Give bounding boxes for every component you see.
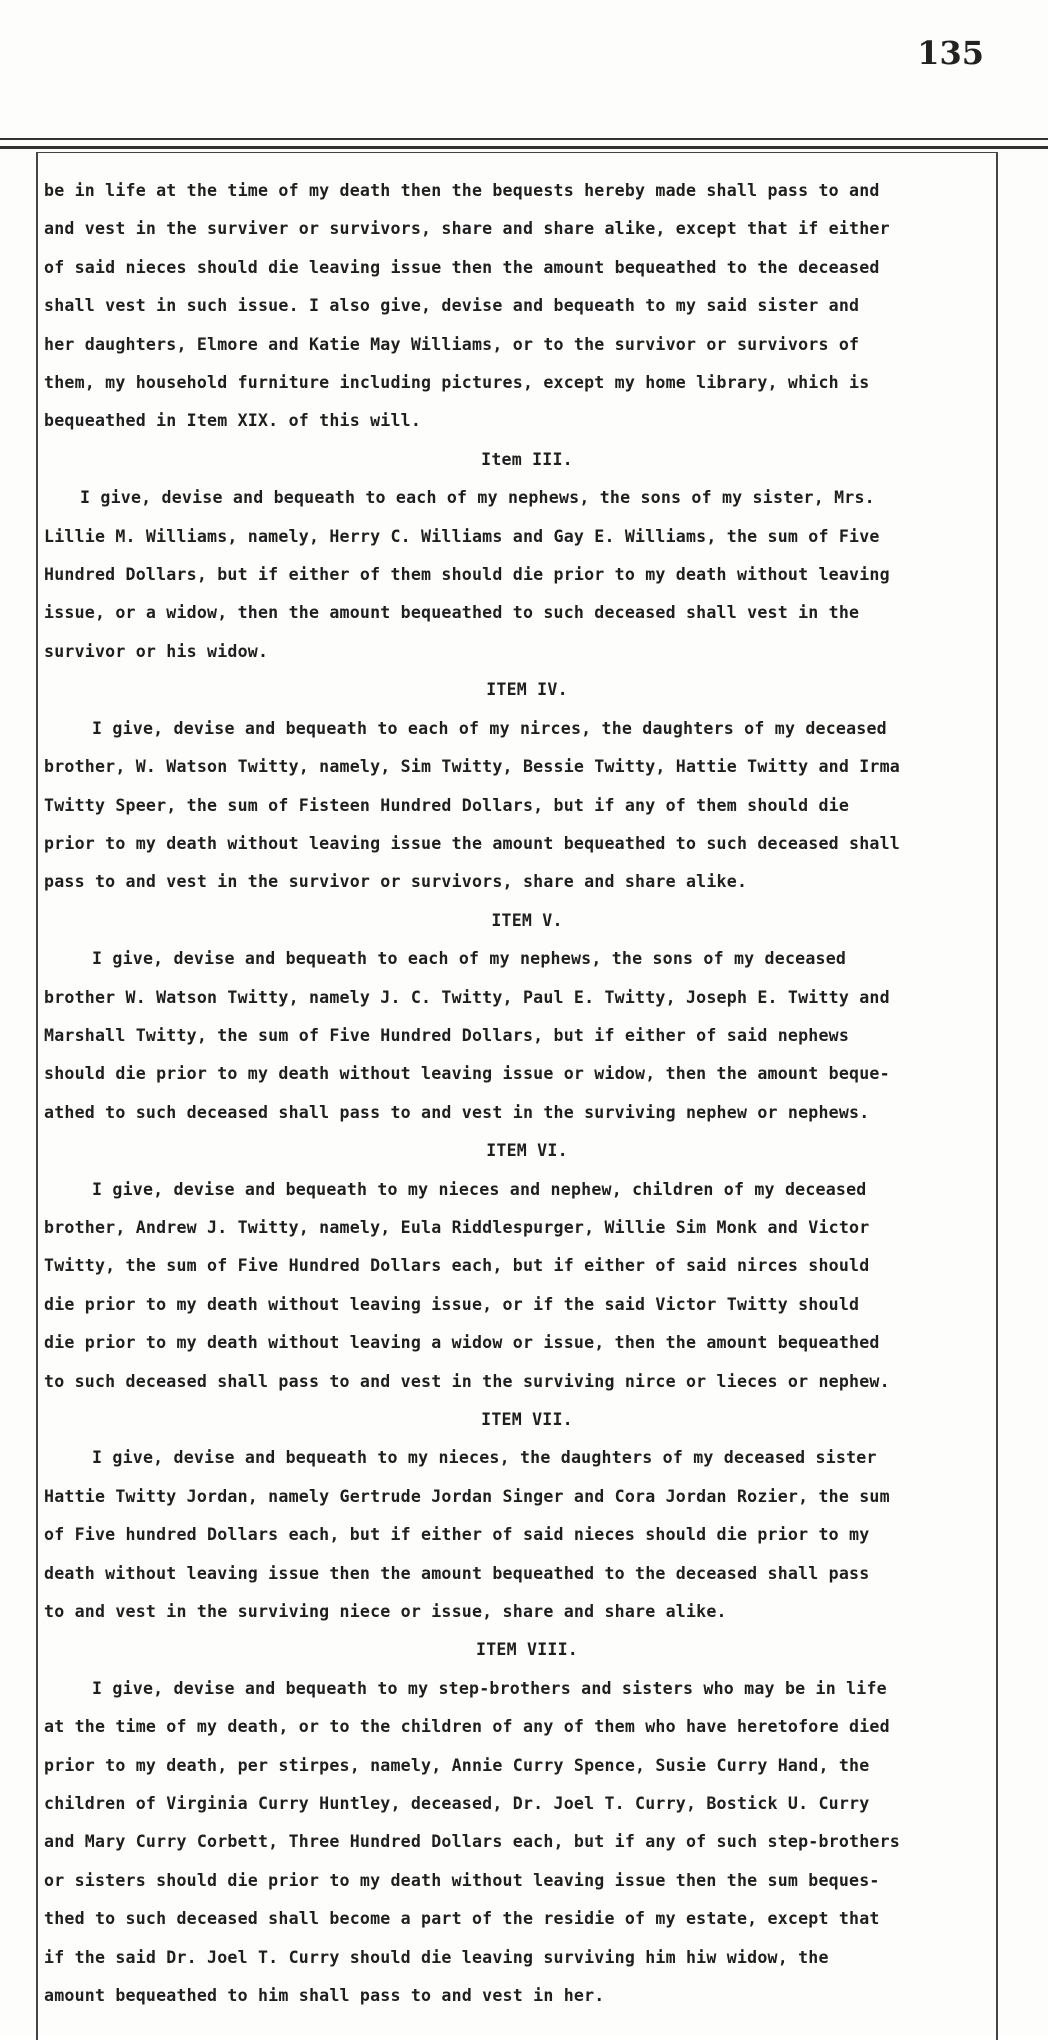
text-line: bequeathed in Item XIX. of this will.	[44, 411, 422, 431]
text-line: her daughters, Elmore and Katie May Williams, or to the survivor or survivors of	[44, 334, 860, 354]
text-line: and Mary Curry Corbett, Three Hundred Dollars each, but if any of such step-brothers	[44, 1832, 900, 1852]
text-line: be in life at the time of my death then the bequests hereby made shall pass to and	[44, 181, 880, 200]
text-line: athed to such deceased shall pass to and vest in the surviving nephew or nephews.	[44, 1102, 870, 1122]
text-line: death without leaving issue then the amount bequeathed to the deceased shall pass	[44, 1563, 870, 1583]
text-line: and vest in the surviver or survivors, share and share alike, except that if either	[44, 219, 890, 239]
text-line: I give, devise and bequeath to my nieces, the daughters of my deceased sister	[92, 1448, 877, 1468]
text-line: die prior to my death without leaving issue, or if the said Victor Twitty should	[44, 1294, 860, 1314]
text-line: shall vest in such issue. I also give, devise and bequeath to my said sister and	[44, 296, 860, 316]
text-line: I give, devise and bequeath to each of my nephews, the sons of my sister, Mrs.	[80, 488, 875, 508]
text-line: of said nieces should die leaving issue then the amount bequeathed to the deceased	[44, 257, 880, 277]
text-line: pass to and vest in the survivor or survivors, share and share alike.	[44, 872, 748, 892]
text-line: Hundred Dollars, but if either of them should die prior to my death without leaving	[44, 565, 890, 585]
item-section	[44, 1401, 1010, 1631]
continuation-paragraph	[44, 172, 1010, 441]
item-heading: ITEM V.	[491, 910, 563, 930]
text-line: or sisters should die prior to my death without leaving issue then the sum beques-	[44, 1870, 880, 1890]
item-section	[44, 902, 1010, 1132]
text-line: prior to my death without leaving issue the amount bequeathed to such deceased shall	[44, 833, 900, 853]
text-line: children of Virginia Curry Huntley, deceased, Dr. Joel T. Curry, Bostick U. Curry	[44, 1794, 870, 1814]
text-line: I give, devise and bequeath to my nieces and nephew, children of my deceased	[92, 1179, 867, 1199]
text-line: brother W. Watson Twitty, namely J. C. Twitty, Paul E. Twitty, Joseph E. Twitty and	[44, 987, 890, 1007]
item-heading: ITEM VI.	[486, 1141, 568, 1161]
text-line: Lillie M. Williams, namely, Herry C. Williams and Gay E. Williams, the sum of Five	[44, 526, 880, 546]
text-line: brother, Andrew J. Twitty, namely, Eula Riddlespurger, Willie Sim Monk and Victor	[44, 1217, 870, 1237]
will-text	[44, 172, 1010, 2016]
text-line: die prior to my death without leaving a widow or issue, then the amount bequeathed	[44, 1333, 880, 1353]
text-line: if the said Dr. Joel T. Curry should die leaving surviving him hiw widow, the	[44, 1947, 829, 1967]
text-line: prior to my death, per stirpes, namely, Annie Curry Spence, Susie Curry Hand, the	[44, 1755, 870, 1775]
text-line: Twitty, the sum of Five Hundred Dollars each, but if either of said nirces should	[44, 1256, 870, 1276]
text-line: amount bequeathed to him shall pass to and vest in her.	[44, 1986, 605, 2006]
page-number: 135	[917, 34, 984, 72]
text-line: I give, devise and bequeath to each of my nephews, the sons of my deceased	[92, 949, 847, 969]
text-line: Twitty Speer, the sum of Fisteen Hundred Dollars, but if any of them should die	[44, 795, 850, 815]
text-line: of Five hundred Dollars each, but if either of said nieces should die prior to my	[44, 1525, 870, 1545]
text-line: Hattie Twitty Jordan, namely Gertrude Jordan Singer and Cora Jordan Rozier, the sum	[44, 1486, 890, 1506]
text-line: I give, devise and bequeath to each of my nirces, the daughters of my deceased	[92, 718, 887, 738]
text-line: I give, devise and bequeath to my step-brothers and sisters who may be in life	[92, 1678, 887, 1698]
item-heading: ITEM IV.	[486, 680, 568, 700]
text-line: issue, or a widow, then the amount bequeathed to such deceased shall vest in the	[44, 603, 860, 623]
text-line: to and vest in the surviving niece or issue, share and share alike.	[44, 1602, 727, 1622]
text-line: at the time of my death, or to the children of any of them who have heretofore died	[44, 1717, 890, 1737]
header-rule	[0, 138, 1048, 149]
text-line: brother, W. Watson Twitty, namely, Sim Twitty, Bessie Twitty, Hattie Twitty and Irma	[44, 757, 900, 777]
text-line: thed to such deceased shall become a part of the residie of my estate, except that	[44, 1909, 880, 1929]
item-heading: Item III.	[481, 449, 573, 469]
text-line: them, my household furniture including pictures, except my home library, which is	[44, 373, 870, 393]
text-line: survivor or his widow.	[44, 641, 269, 661]
text-line: Marshall Twitty, the sum of Five Hundred Dollars, but if either of said nephews	[44, 1025, 850, 1045]
text-line: to such deceased shall pass to and vest in the surviving nirce or lieces or nephew.	[44, 1371, 890, 1391]
item-heading: ITEM VIII.	[476, 1640, 578, 1660]
item-heading: ITEM VII.	[481, 1410, 573, 1429]
item-section	[44, 1132, 1010, 1401]
text-line: should die prior to my death without leaving issue or widow, then the amount beque-	[44, 1064, 890, 1084]
item-section	[44, 671, 1010, 901]
item-section	[44, 1631, 1010, 2015]
item-section	[44, 441, 1010, 671]
